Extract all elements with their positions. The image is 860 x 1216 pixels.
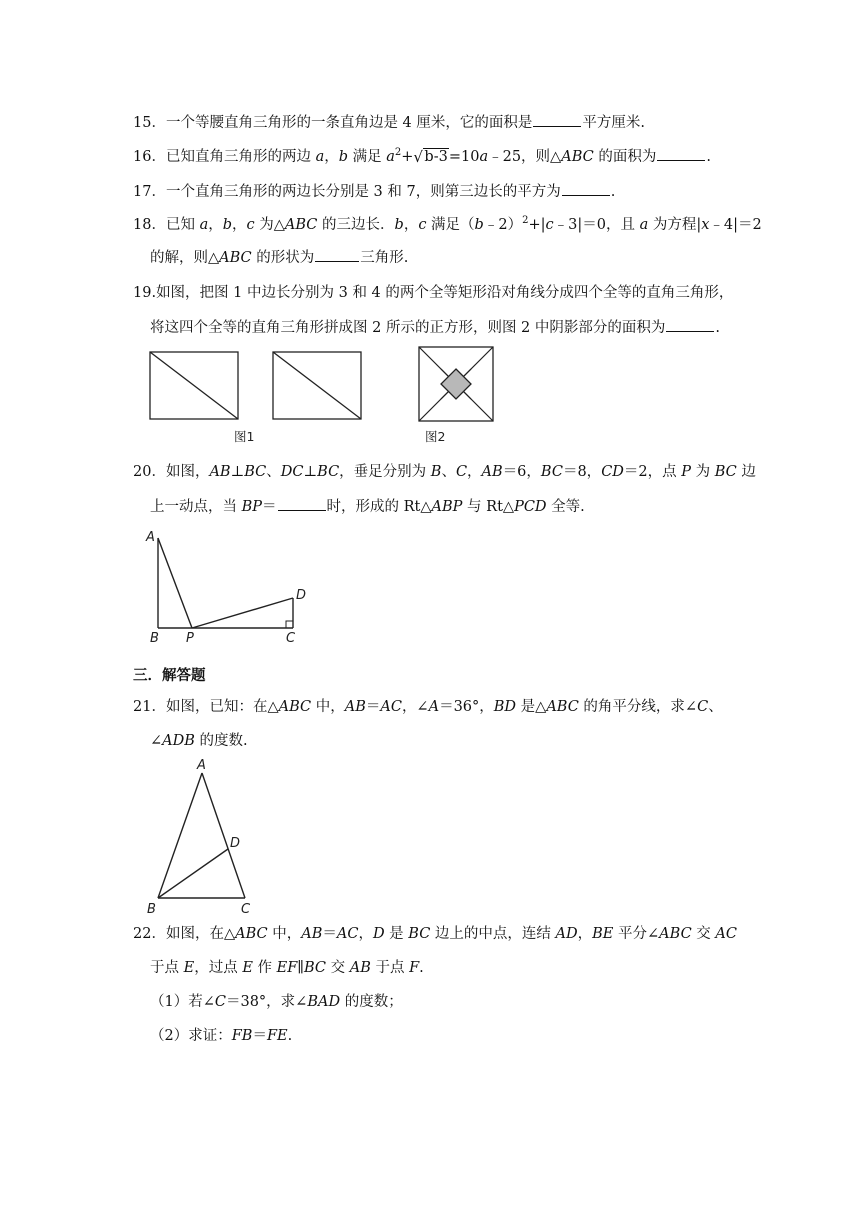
label-p: P xyxy=(186,631,194,646)
diagonal-line xyxy=(150,352,238,419)
question-number: 21． xyxy=(133,699,166,715)
right-angle-mark xyxy=(286,621,293,628)
question-number: 15． xyxy=(133,115,166,131)
segment-bd xyxy=(158,849,228,898)
answer-blank[interactable] xyxy=(666,317,714,332)
question-18-line-2: 的解，则△ABC 的形状为 三角形. xyxy=(150,247,408,268)
section-heading: 三．解答题 xyxy=(133,668,206,684)
question-number: 17． xyxy=(133,184,166,200)
answer-blank[interactable] xyxy=(562,181,610,196)
question-18: 18．已知 a，b，c 为△ABC 的三边长．b，c 满足（b﹣2）$^2$+|c﹣3|＝0，且 a 为方程|x﹣4|＝2 xyxy=(133,215,762,233)
question-15: 15．一个等腰直角三角形的一条直角边是 4 厘米，它的面积是 平方厘米. xyxy=(133,112,645,133)
question-16: 16．已知直角三角形的两边 a，b 满足 $a^2+$ √ b-3=10a﹣25，则△ABC 的面积为 . xyxy=(133,147,711,166)
question-22-part-1: （1）若∠C＝38°，求∠BAD 的度数； xyxy=(150,994,403,1010)
diagonal-line xyxy=(273,352,361,419)
question-22-part-2: （2）求证：FB＝FE. xyxy=(150,1028,293,1044)
label-a: A xyxy=(146,530,155,545)
answer-blank[interactable] xyxy=(657,146,705,161)
segment-ab xyxy=(158,773,202,898)
label-b: B xyxy=(150,631,159,646)
label-c: C xyxy=(241,902,251,917)
question-text: 一个等腰直角三角形的一条直角边是 4 厘米，它的面积是 xyxy=(165,115,533,131)
question-20-line-2: 上一动点，当 BP＝ 时，形成的 Rt△ABP 与 Rt△PCD 全等. xyxy=(150,496,585,517)
segment-pd xyxy=(192,598,293,628)
question-19: 19.如图，把图 1 中边长分别为 3 和 4 的两个全等矩形沿对角线分成四个全等的直角三角形， xyxy=(133,285,734,301)
label-b: B xyxy=(147,902,156,917)
question-21-figure xyxy=(140,755,270,920)
label-d: D xyxy=(230,836,241,851)
label-a: A xyxy=(197,758,206,773)
question-21-line-2: ∠ADB 的度数. xyxy=(150,733,248,749)
question-22-line-2: 于点 E，过点 E 作 EF∥BC 交 AB 于点 F. xyxy=(150,960,424,976)
question-17: 17．一个直角三角形的两边长分别是 3 和 7，则第三边长的平方为 . xyxy=(133,181,615,202)
answer-blank[interactable] xyxy=(533,112,581,127)
label-c: C xyxy=(286,631,296,646)
question-20: 20．如图，AB⊥BC、DC⊥BC，垂足分别为 B、C，AB＝6，BC＝8，CD＝2，点 P 为 BC 边 xyxy=(133,464,756,480)
figure-2-label: 图2 xyxy=(425,429,446,444)
label-d: D xyxy=(296,588,307,603)
question-22: 22．如图，在△ABC 中，AB＝AC，D 是 BC 边上的中点，连结 AD，BE 平分∠ABC 交 AC xyxy=(133,926,737,942)
question-19-line-2: 将这四个全等的直角三角形拼成图 2 所示的正方形，则图 2 中阴影部分的面积为 . xyxy=(150,317,720,338)
question-20-figure xyxy=(140,525,310,650)
answer-blank[interactable] xyxy=(278,496,326,511)
square-root-expression: √ b-3 xyxy=(413,148,448,166)
segment-ap xyxy=(158,538,192,628)
question-number: 19. xyxy=(133,285,157,301)
question-19-figure xyxy=(140,342,500,448)
question-number: 16． xyxy=(133,149,166,165)
question-number: 18． xyxy=(133,217,166,233)
answer-blank[interactable] xyxy=(315,247,359,262)
question-number: 20． xyxy=(133,464,166,480)
question-number: 22． xyxy=(133,926,166,942)
figure-1-label: 图1 xyxy=(234,429,255,444)
question-21: 21．如图，已知：在△ABC 中，AB＝AC，∠A＝36°，BD 是△ABC 的角平分线，求∠C、 xyxy=(133,699,723,715)
